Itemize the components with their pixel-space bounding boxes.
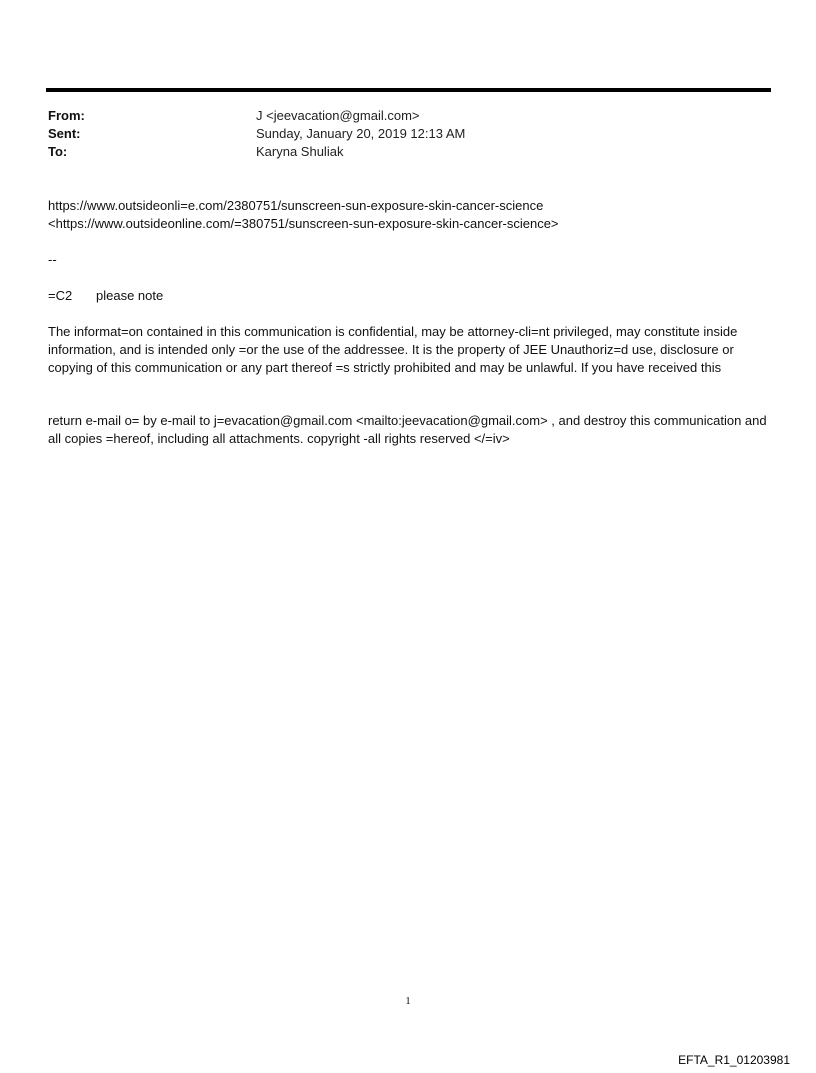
link-line-2: <https://www.outsideonline.com/=380751/sunscreen-sun-exposure-skin-cancer-science> bbox=[48, 216, 559, 231]
note-text: please note bbox=[96, 288, 164, 303]
separator: -- bbox=[48, 252, 57, 267]
link-line-1: https://www.outsideonli=e.com/2380751/sunscreen-sun-exposure-skin-cancer-science bbox=[48, 198, 544, 213]
note-row bbox=[48, 287, 163, 305]
page-number: 1 bbox=[405, 995, 411, 1007]
from-label: From: bbox=[48, 108, 85, 123]
from-value: J <jeevacation@gmail.com> bbox=[256, 108, 420, 123]
header-rule bbox=[46, 88, 771, 92]
note-tag: =C2 bbox=[48, 288, 73, 303]
confidentiality-paragraph: The informat=on contained in this communication is confidential, may be attorney-cli=nt privileged, may constitute inside information, and is intended only =or the use of the addressee. It is the property of JEE Unauthoriz=d use, disclosure or copying of this communication or any part thereof =s strictly prohibited and may be unlawful. If you have received this bbox=[48, 324, 738, 375]
document-id: EFTA_R1_01203981 bbox=[678, 1053, 790, 1067]
to-value: Karyna Shuliak bbox=[256, 144, 344, 159]
sent-value: Sunday, January 20, 2019 12:13 AM bbox=[256, 126, 466, 141]
sent-label: Sent: bbox=[48, 126, 81, 141]
to-label: To: bbox=[48, 144, 68, 159]
return-notice-paragraph: return e-mail o= by e-mail to j=evacation@gmail.com <mailto:jeevacation@gmail.com> , and destroy this communication and all copies =hereof, including all attachments. copyright -all rights reserved </=iv> bbox=[48, 413, 767, 446]
